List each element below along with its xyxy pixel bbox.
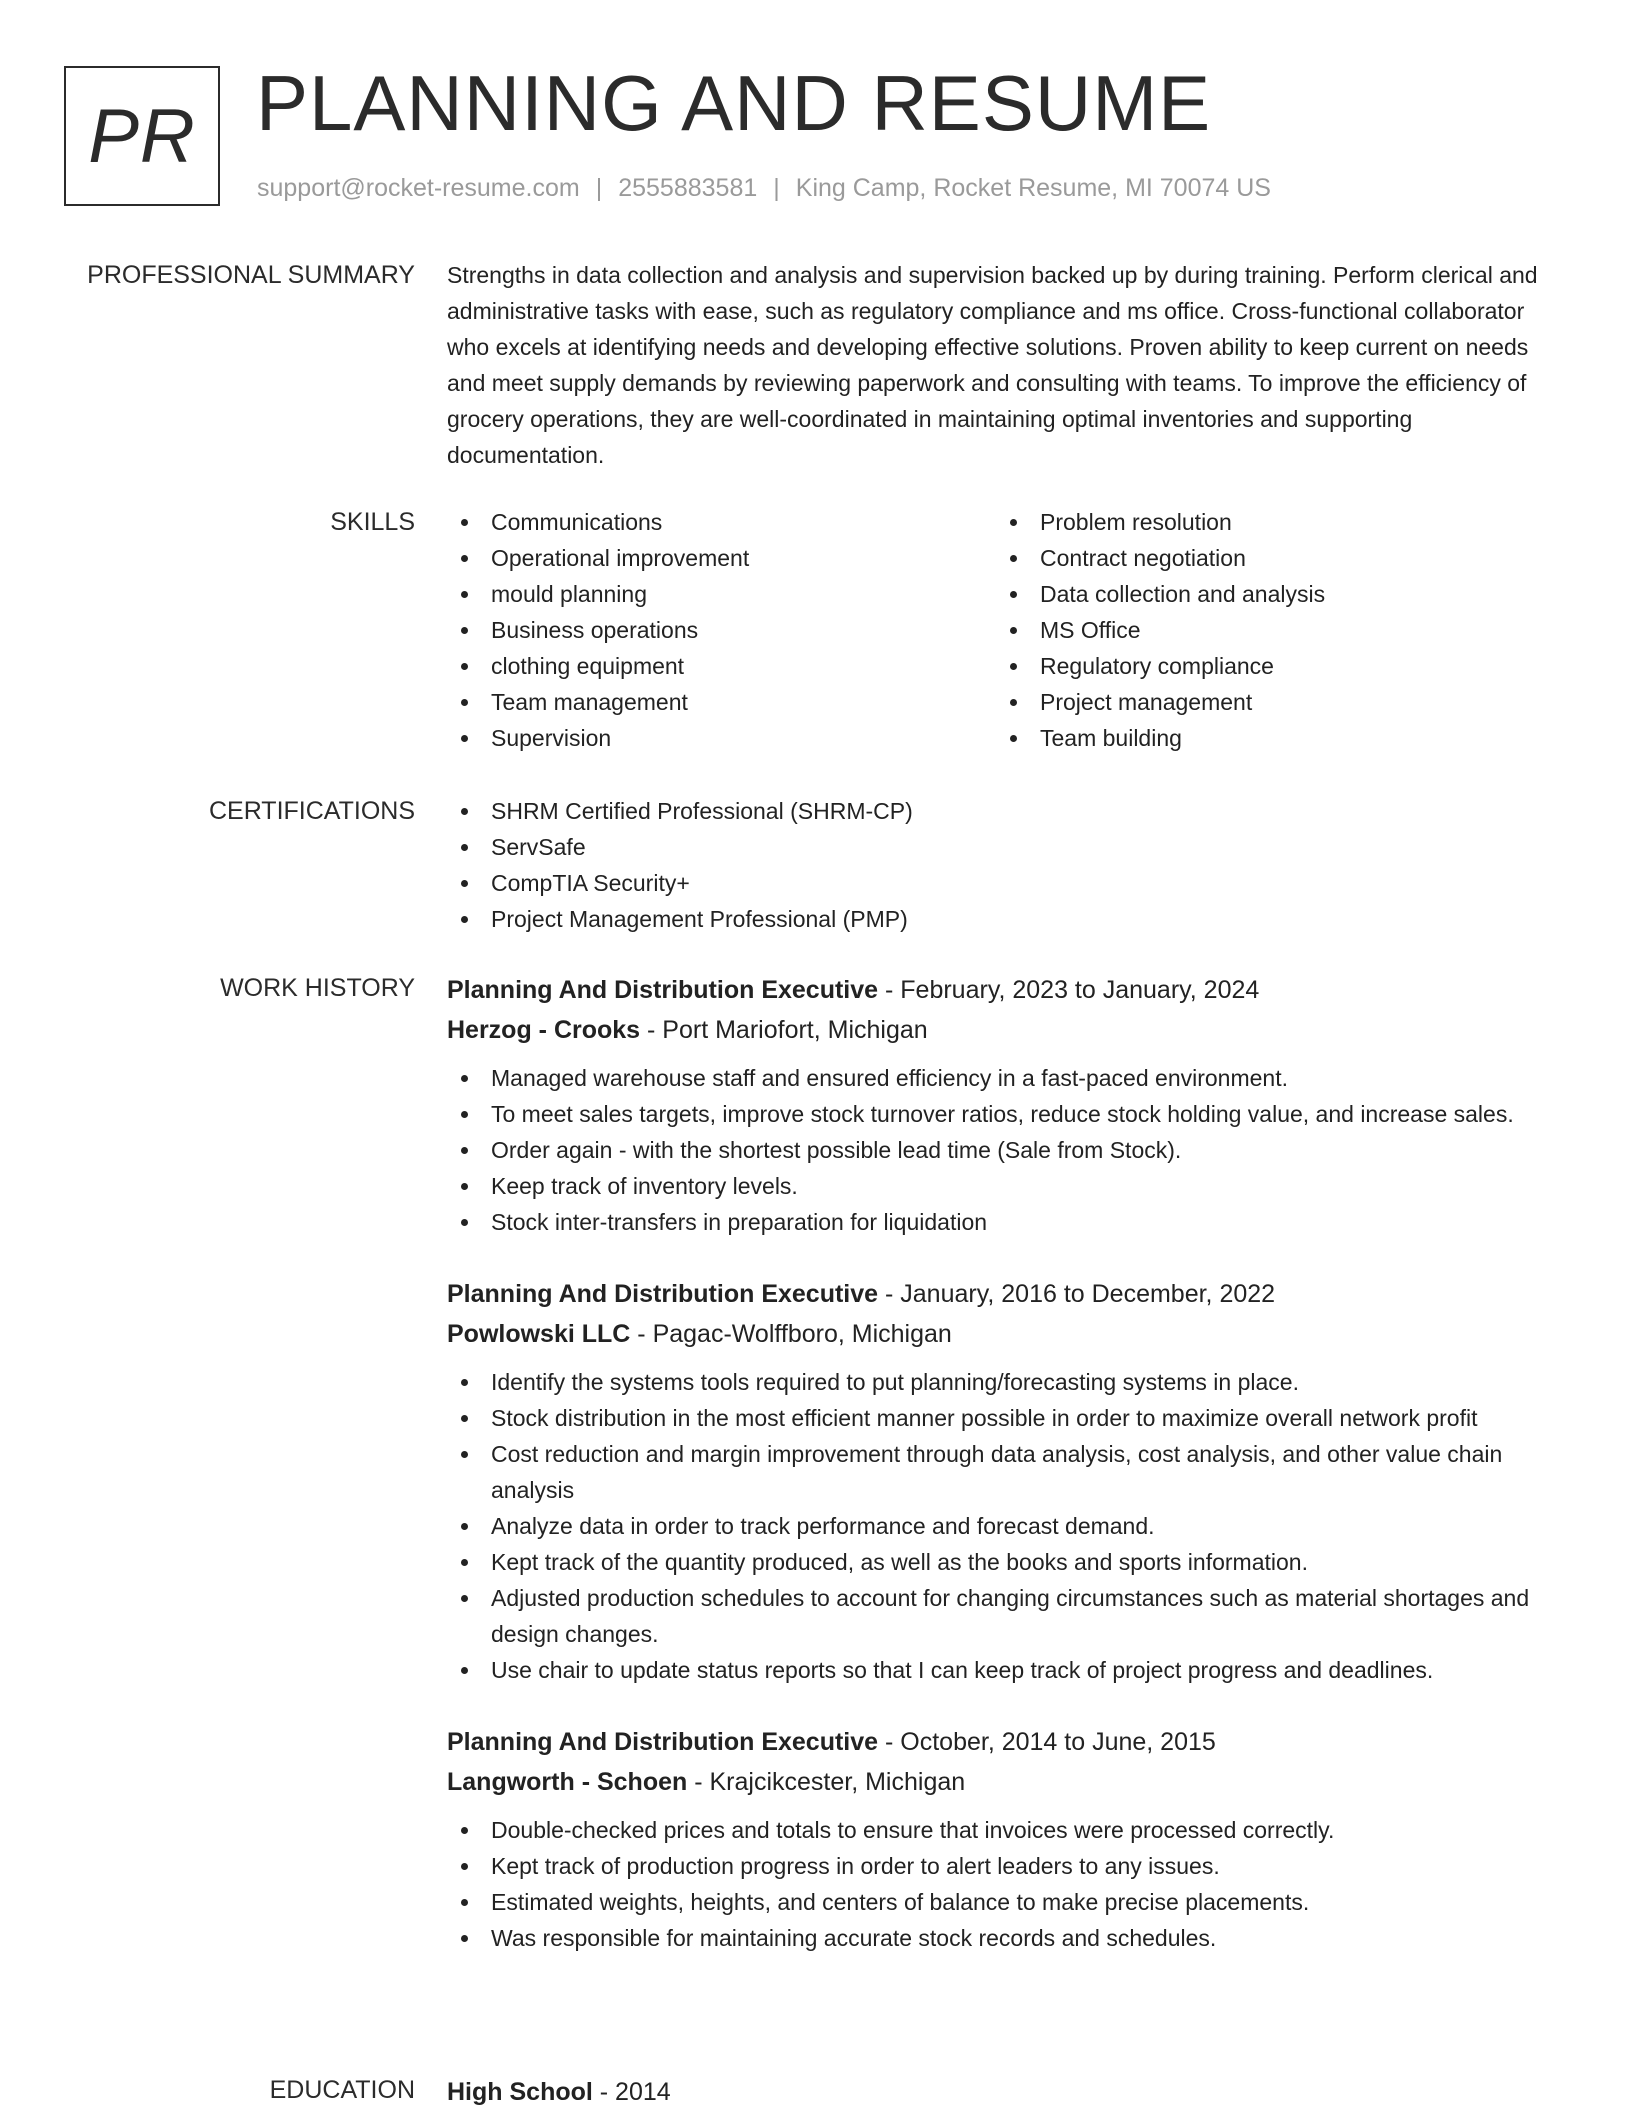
skill-item: Project management — [996, 684, 1545, 720]
certifications-list — [447, 793, 1557, 937]
work-history-body — [447, 970, 1557, 1990]
job-dates: - October, 2014 to June, 2015 — [878, 1728, 1216, 1756]
monogram — [64, 66, 220, 206]
skills-label: SKILLS — [330, 508, 415, 536]
job-bullet: Double-checked prices and totals to ensure that invoices were processed correctly. — [447, 1812, 1557, 1848]
contact-phone[interactable]: 2555883581 — [618, 174, 758, 202]
skill-item: Contract negotiation — [996, 540, 1545, 576]
job-bullet: Kept track of the quantity produced, as well as the books and sports information. — [447, 1544, 1557, 1580]
job-company: Herzog - Crooks — [447, 1016, 641, 1044]
job-bullet: Kept track of production progress in order to alert leaders to any issues. — [447, 1848, 1557, 1884]
work-history-label: WORK HISTORY — [220, 974, 415, 1002]
certification-item: CompTIA Security+ — [447, 865, 1557, 901]
education-label: EDUCATION — [269, 2076, 415, 2104]
certifications-body — [447, 793, 1557, 937]
job-company-line — [447, 1314, 1557, 1354]
skills-list-left — [447, 504, 996, 756]
skill-item: Communications — [447, 504, 996, 540]
job-entry — [447, 1722, 1557, 1956]
certification-item: SHRM Certified Professional (SHRM-CP) — [447, 793, 1557, 829]
job-bullet: Adjusted production schedules to account for changing circumstances such as material shortages and design changes. — [447, 1580, 1557, 1652]
job-bullet: Estimated weights, heights, and centers of balance to make precise placements. — [447, 1884, 1557, 1920]
job-location: - Port Mariofort, Michigan — [640, 1016, 928, 1044]
skills-list-right — [996, 504, 1545, 756]
job-company-line — [447, 1010, 1557, 1050]
certifications-label: CERTIFICATIONS — [208, 797, 415, 825]
contact-separator: | — [773, 174, 780, 202]
job-bullet: Identify the systems tools required to put planning/forecasting systems in place. — [447, 1364, 1557, 1400]
job-title: Planning And Distribution Executive — [447, 976, 879, 1004]
skill-item: Business operations — [447, 612, 996, 648]
job-bullet: Managed warehouse staff and ensured efficiency in a fast-paced environment. — [447, 1060, 1557, 1096]
job-bullet: Stock inter-transfers in preparation for liquidation — [447, 1204, 1557, 1240]
job-title: Planning And Distribution Executive — [447, 1280, 879, 1308]
contact-address: King Camp, Rocket Resume, MI 70074 US — [795, 174, 1271, 202]
contact-email[interactable]: support@rocket-resume.com — [257, 174, 580, 202]
job-bullet: To meet sales targets, improve stock turnover ratios, reduce stock holding value, and increase sales. — [447, 1096, 1557, 1132]
certification-item: ServSafe — [447, 829, 1557, 865]
job-entry — [447, 970, 1557, 1240]
job-company-line — [447, 1762, 1557, 1802]
job-dates: - January, 2016 to December, 2022 — [878, 1280, 1276, 1308]
certification-item: Project Management Professional (PMP) — [447, 901, 1557, 937]
job-company: Langworth - Schoen — [447, 1768, 688, 1796]
job-location: - Krajcikcester, Michigan — [687, 1768, 966, 1796]
skill-item: Operational improvement — [447, 540, 996, 576]
job-title: Planning And Distribution Executive — [447, 1728, 879, 1756]
job-bullet: Use chair to update status reports so that I can keep track of project progress and deadlines. — [447, 1652, 1557, 1688]
skill-item: Team management — [447, 684, 996, 720]
job-bullet: Keep track of inventory levels. — [447, 1168, 1557, 1204]
summary-text: Strengths in data collection and analysis and supervision backed up by during training. Perform clerical and administrative tasks with ease, such as regulatory compliance and ms office. Cross-functional collaborator who excels at identifying needs and developing effective solutions. Proven ability to keep current on needs and meet supply demands by reviewing paperwork and consulting with teams. To improve the efficiency of grocery operations, they are well-coordinated in maintaining optimal inventories and supporting documentation. — [447, 262, 1538, 468]
skills-body — [447, 504, 1557, 756]
skill-item: Team building — [996, 720, 1545, 756]
job-bullet: Analyze data in order to track performance and forecast demand. — [447, 1508, 1557, 1544]
contact-separator: | — [595, 174, 603, 202]
job-bullets — [447, 1812, 1557, 1956]
skill-item: Data collection and analysis — [996, 576, 1545, 612]
job-title-line — [447, 1722, 1557, 1762]
contact-line — [257, 174, 1271, 203]
skill-item: mould planning — [447, 576, 996, 612]
monogram-text: PR — [88, 93, 196, 179]
job-location: - Pagac-Wolffboro, Michigan — [630, 1320, 952, 1348]
skill-item: Supervision — [447, 720, 996, 756]
job-bullets — [447, 1364, 1557, 1688]
education-line — [447, 2072, 1557, 2112]
job-title-line — [447, 1274, 1557, 1314]
job-dates: - February, 2023 to January, 2024 — [878, 976, 1260, 1004]
job-company: Powlowski LLC — [447, 1320, 631, 1348]
education-body — [447, 2072, 1557, 2112]
skill-item: clothing equipment — [447, 648, 996, 684]
job-bullet: Stock distribution in the most efficient manner possible in order to maximize overall network profit — [447, 1400, 1557, 1436]
job-bullet: Order again - with the shortest possible lead time (Sale from Stock). — [447, 1132, 1557, 1168]
summary-label: PROFESSIONAL SUMMARY — [87, 261, 415, 289]
resume-name: PLANNING AND RESUME — [256, 59, 1212, 147]
job-bullet: Was responsible for maintaining accurate stock records and schedules. — [447, 1920, 1557, 1956]
education-year: - 2014 — [592, 2078, 671, 2106]
job-bullet: Cost reduction and margin improvement through data analysis, cost analysis, and other value chain analysis — [447, 1436, 1557, 1508]
education-degree: High School — [447, 2078, 593, 2106]
skill-item: Regulatory compliance — [996, 648, 1545, 684]
job-bullets — [447, 1060, 1557, 1240]
skill-item: Problem resolution — [996, 504, 1545, 540]
skill-item: MS Office — [996, 612, 1545, 648]
job-title-line — [447, 970, 1557, 1010]
job-entry — [447, 1274, 1557, 1688]
